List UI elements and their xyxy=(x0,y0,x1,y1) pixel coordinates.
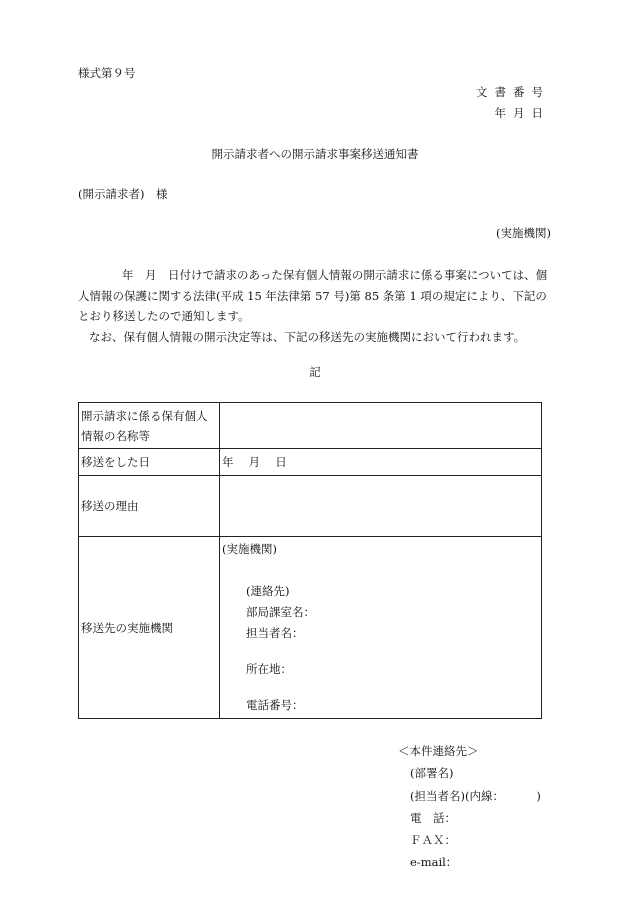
destination-address: 所在地： xyxy=(246,662,292,676)
contact-department: (部署名) xyxy=(410,766,454,781)
destination-contact-heading: (連絡先) xyxy=(246,584,290,598)
table-row xyxy=(79,537,542,719)
destination-phone: 電話番号： xyxy=(246,698,304,712)
notice-body-paragraph-2: なお、保有個人情報の開示決定等は、下記の移送先の実施機関において行われます。 xyxy=(89,329,526,344)
table-row xyxy=(79,449,542,476)
notice-body-paragraph-1: 年 月 日付けで請求のあった保有個人情報の開示請求に係る事案については、個人情報の保護に関する法律(平成 15 年法律第 57 号)第 85 条第 1 項の規定により、下記のとおり移送したので通知します。 xyxy=(78,268,548,323)
table-row xyxy=(79,476,542,537)
destination-person: 担当者名： xyxy=(246,626,304,640)
document-date-label: 年月日 xyxy=(494,106,550,120)
info-name-value xyxy=(220,403,542,449)
destination-agency-details xyxy=(220,537,542,719)
info-name-label: 開示請求に係る保有個人情報の名称等 xyxy=(79,403,220,449)
transfer-date-value: 年 月 日 xyxy=(220,449,542,476)
destination-agency-name: (実施機関) xyxy=(222,542,277,556)
document-number-label: 文書番号 xyxy=(476,85,550,99)
form-number: 様式第９号 xyxy=(78,66,136,80)
transfer-date-label: 移送をした日 xyxy=(79,449,220,476)
table-row xyxy=(79,403,542,449)
transfer-reason-value xyxy=(220,476,542,537)
contact-heading: ＜本件連絡先＞ xyxy=(398,744,479,758)
contact-phone: 電 話： xyxy=(410,810,456,825)
transfer-reason-label: 移送の理由 xyxy=(79,476,220,537)
destination-department: 部局課室名： xyxy=(246,605,315,619)
destination-agency-label: 移送先の実施機関 xyxy=(79,537,220,719)
notice-body xyxy=(78,265,552,347)
issuer-agency: (実施機関) xyxy=(496,226,551,240)
contact-person: (担当者名)(内線： ) xyxy=(410,788,541,803)
ki-heading: 記 xyxy=(309,365,321,379)
contact-email: e-mail： xyxy=(410,855,458,870)
document-title: 開示請求者への開示請求事案移送通知書 xyxy=(211,147,419,161)
transfer-details-table xyxy=(78,402,542,719)
contact-block xyxy=(398,740,541,874)
addressee-line: (開示請求者) 様 xyxy=(78,187,168,201)
contact-fax: ＦＡＸ： xyxy=(410,833,456,848)
